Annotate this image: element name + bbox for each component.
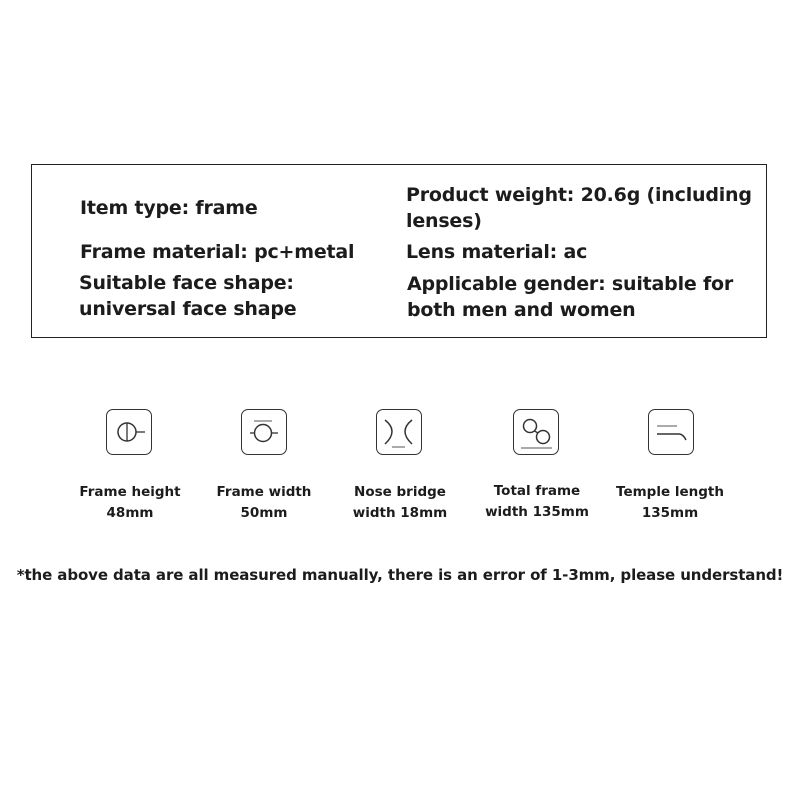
frame-width-label	[189, 482, 339, 524]
frame-height-title: Frame height	[79, 484, 181, 500]
total-frame-width-icon	[513, 409, 559, 455]
frame-width-value: 50mm	[240, 505, 288, 521]
face-shape-line1: Suitable face shape:	[79, 272, 294, 294]
nose-bridge-label	[325, 482, 475, 524]
frame-height-value: 48mm	[106, 505, 154, 521]
lens-material: Lens material: ac	[406, 241, 588, 263]
temple-length-icon	[648, 409, 694, 455]
measurement-note: *the above data are all measured manually, there is an error of 1-3mm, please understand!	[16, 566, 784, 584]
nose-bridge-value: width 18mm	[352, 505, 448, 521]
gender-line2: both men and women	[407, 299, 636, 321]
temple-length-label	[595, 482, 745, 524]
nose-bridge-title: Nose bridge	[354, 484, 446, 500]
total-frame-width-title: Total frame	[493, 483, 581, 499]
product-weight-line2: lenses)	[406, 210, 482, 232]
frame-material: Frame material: pc+metal	[80, 241, 355, 263]
frame-height-icon	[106, 409, 152, 455]
item-type: Item type: frame	[80, 197, 258, 219]
gender-line1: Applicable gender: suitable for	[407, 273, 734, 295]
nose-bridge-icon	[376, 409, 422, 455]
total-frame-width-label	[462, 481, 612, 523]
temple-length-title: Temple length	[616, 484, 724, 500]
frame-width-icon	[241, 409, 287, 455]
frame-height-label	[55, 482, 205, 524]
face-shape-line2: universal face shape	[79, 298, 297, 320]
frame-width-title: Frame width	[216, 484, 312, 500]
product-weight-line1: Product weight: 20.6g (including	[406, 184, 752, 206]
total-frame-width-value: width 135mm	[485, 504, 589, 520]
temple-length-value: 135mm	[641, 505, 699, 521]
